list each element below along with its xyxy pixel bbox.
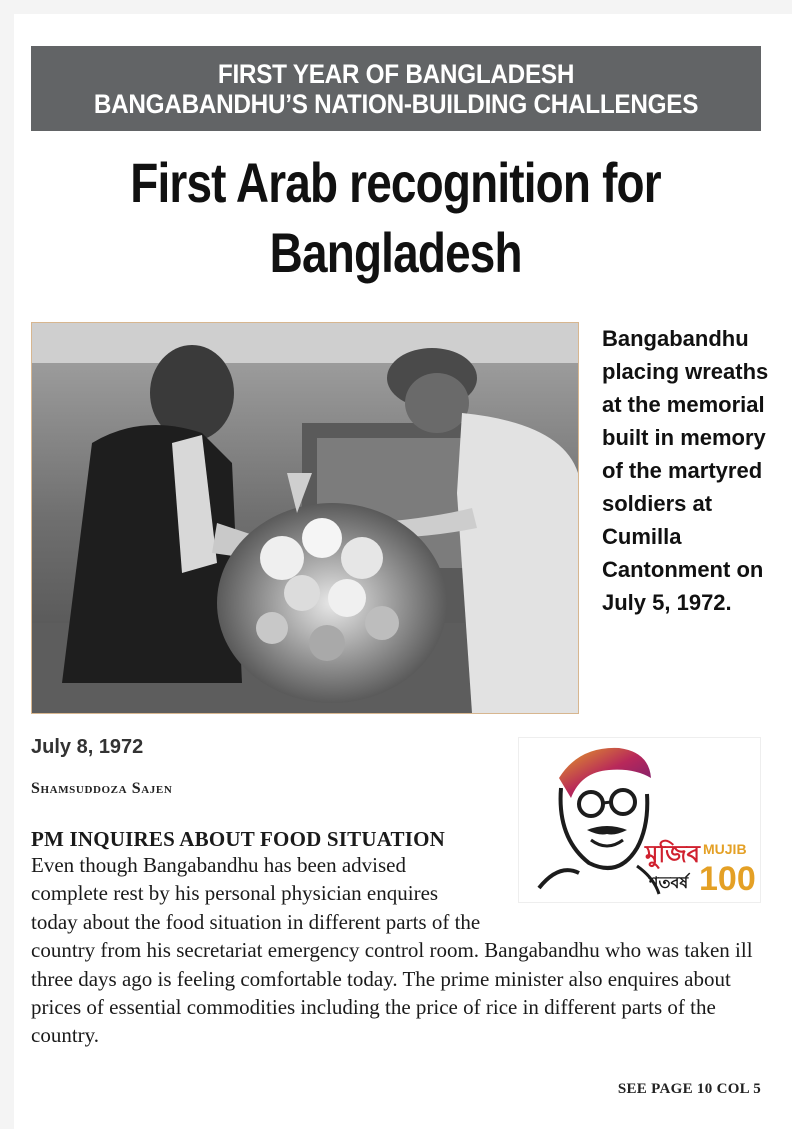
news-photo [31,322,579,714]
logo-text-wrap-spacer [481,851,771,911]
banner-line-2: BANGABANDHU’S NATION-BUILDING CHALLENGES [93,88,699,119]
photo-illustration [32,323,578,713]
logo-bengali-mujib: মুজিব [645,840,701,868]
article-subhead: PM INQUIRES ABOUT FOOD SITUATION [31,827,446,851]
logo-bengali-shatabarsho: শতবর্ষ [649,873,689,892]
article-body-text: Even though Bangabandhu has been advised complete rest by his personal physician enquires today about the food situation in different parts of the country from his secretariat emergency control room. Bangabandhu who was taken ill three days ago is feeling comfortable today. The prime minister also enquires about prices of essential commodities including the price of rice in different parts of the country. [31,853,753,1048]
banner-line-1: FIRST YEAR OF BANGLADESH [217,58,575,89]
article-body [31,851,771,1050]
headline-line-2: Bangladesh [269,221,523,284]
dateline: July 8, 1972 [31,736,144,758]
continued-reference: SEE PAGE 10 COL 5 [617,1081,761,1097]
headline-line-1: First Arab recognition for [130,151,662,214]
photo-caption: Bangabandhu placing wreaths at the memorial built in memory of the martyred soldiers at Cumilla Cantonment on July 5, 1972. [602,326,769,615]
logo-100-number: 100 [699,860,756,898]
section-banner [31,46,761,131]
byline: Shamsuddoza Sajen [31,780,173,797]
article-headline [31,148,761,288]
logo-mujib-word: MUJIB [703,841,747,857]
